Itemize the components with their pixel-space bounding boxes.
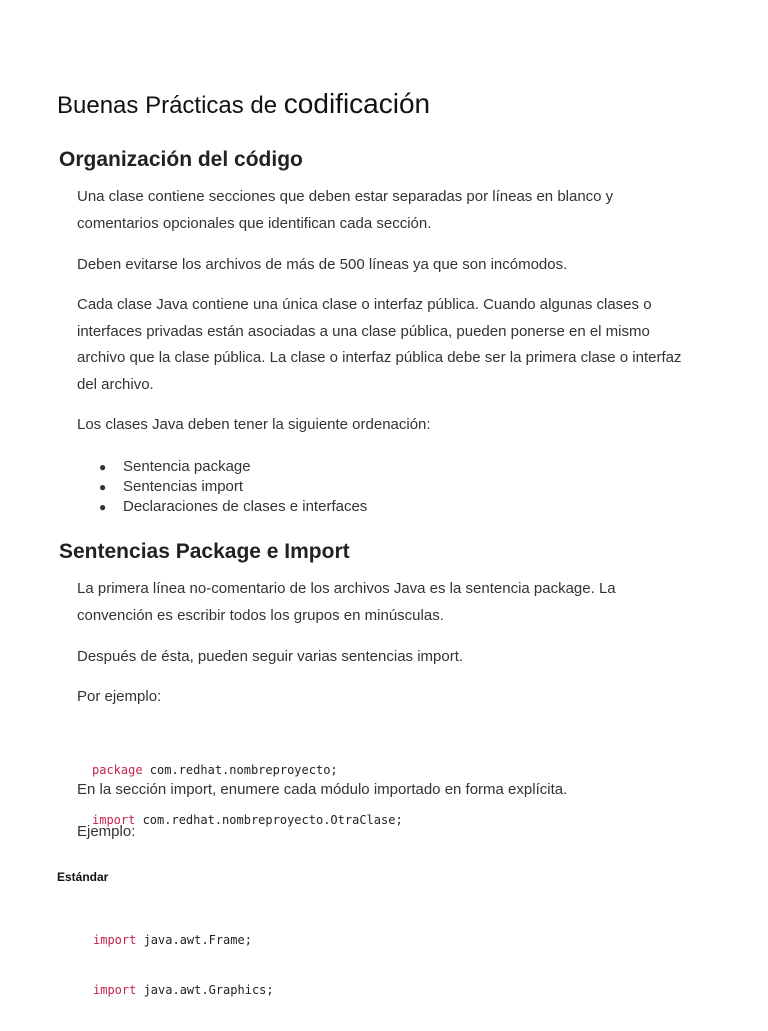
list-item bbox=[77, 457, 367, 477]
paragraph: Cada clase Java contiene una única clase o interfaz pública. Cuando algunas clases o interfaces privadas están asociadas a una clase pública, pueden ponerse en el mismo archivo que la clase pública. La clase o interfaz pública debe ser la primera clase o interfaz del archivo. bbox=[77, 296, 682, 393]
section-heading-organizacion: Organización del código bbox=[59, 148, 303, 171]
code-keyword: import bbox=[93, 982, 137, 997]
code-keyword: import bbox=[93, 933, 137, 947]
code-text: java.awt.Graphics; bbox=[136, 982, 274, 997]
paragraph: Deben evitarse los archivos de más de 500 líneas ya que son incómodos. bbox=[77, 256, 568, 273]
paragraph: Ejemplo: bbox=[77, 823, 136, 840]
paragraph: En la sección import, enumere cada módulo importado en forma explícita. bbox=[77, 781, 568, 798]
title-suffix: codificación bbox=[283, 88, 431, 119]
code-block-imports bbox=[93, 899, 274, 1031]
title-prefix: Buenas Prácticas de bbox=[57, 92, 284, 119]
subheading-estandar: Estándar bbox=[57, 870, 109, 884]
list-item bbox=[77, 477, 367, 497]
bullet-icon: ● bbox=[99, 480, 107, 494]
code-line bbox=[93, 982, 274, 999]
paragraph: Una clase contiene secciones que deben estar separadas por líneas en blanco y comentarios opcionales que identifican cada sección. bbox=[77, 188, 614, 232]
page-title bbox=[57, 88, 430, 120]
code-text: java.awt.Frame; bbox=[136, 933, 252, 947]
code-line bbox=[93, 932, 274, 949]
bullet-list bbox=[77, 457, 367, 517]
bullet-icon: ● bbox=[99, 460, 107, 474]
list-item-text: Sentencia package bbox=[123, 458, 251, 475]
paragraph: Por ejemplo: bbox=[77, 688, 162, 705]
list-item bbox=[77, 497, 367, 517]
code-keyword: package bbox=[92, 763, 143, 777]
list-item-text: Declaraciones de clases e interfaces bbox=[123, 498, 368, 515]
section-heading-package-import: Sentencias Package e Import bbox=[59, 540, 350, 563]
code-keyword: import bbox=[92, 812, 136, 827]
list-item-text: Sentencias import bbox=[123, 478, 244, 495]
paragraph: La primera línea no-comentario de los archivos Java es la sentencia package. La convención es escribir todos los grupos en minúsculas. bbox=[77, 580, 616, 624]
bullet-icon: ● bbox=[99, 500, 107, 514]
paragraph: Los clases Java deben tener la siguiente ordenación: bbox=[77, 416, 431, 433]
code-text: com.redhat.nombreproyecto.OtraClase; bbox=[135, 812, 403, 827]
paragraph: Después de ésta, pueden seguir varias sentencias import. bbox=[77, 648, 464, 665]
code-text: com.redhat.nombreproyecto; bbox=[142, 763, 338, 777]
